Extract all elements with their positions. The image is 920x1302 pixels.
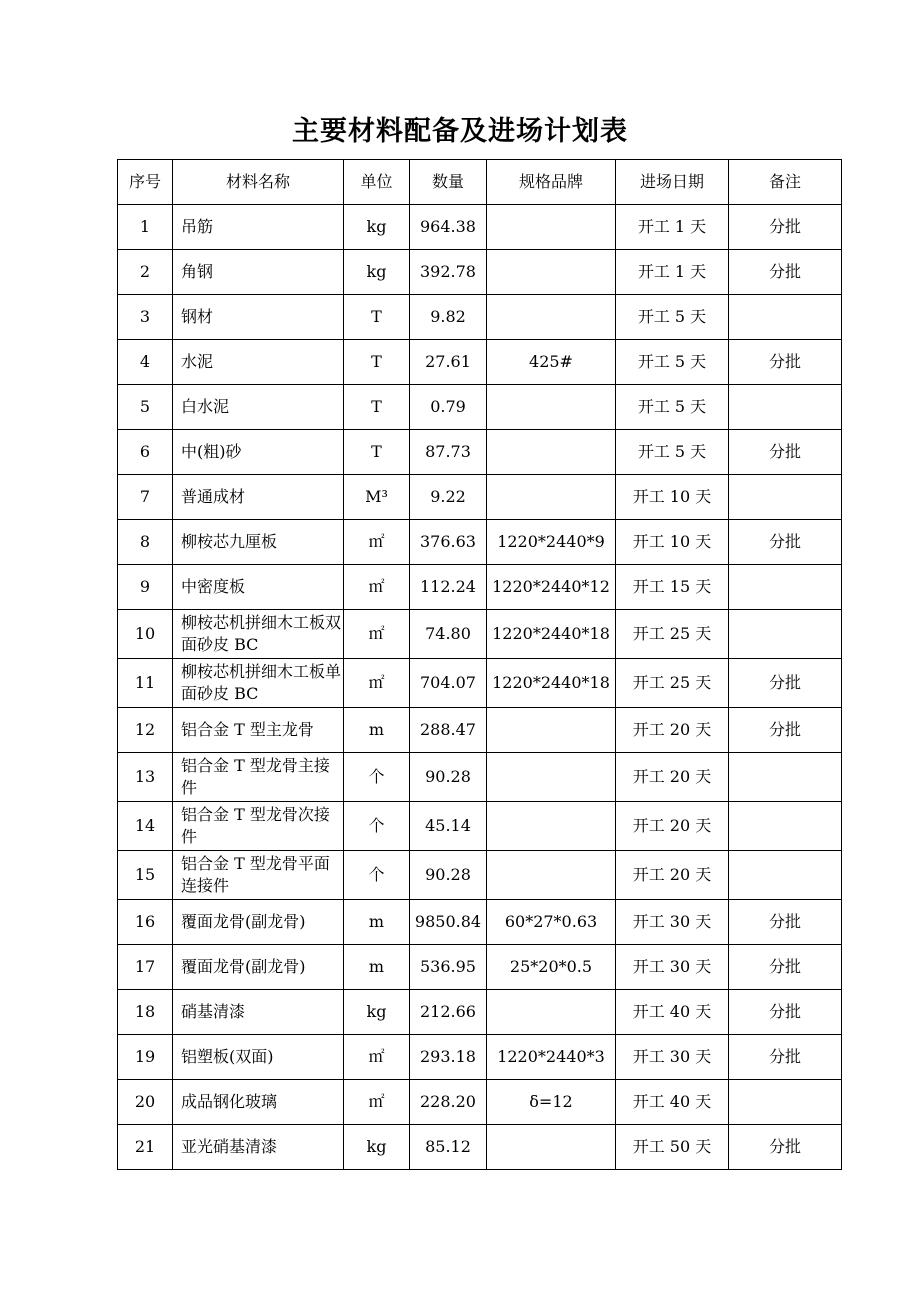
cell-note: [729, 610, 842, 659]
table-row: [118, 520, 842, 565]
cell-unit: T: [344, 295, 410, 340]
cell-name: 柳桉芯机拼细木工板单面砂皮 BC: [173, 659, 344, 708]
table-row: [118, 708, 842, 753]
cell-name: 角钢: [173, 250, 344, 295]
cell-unit: m: [344, 945, 410, 990]
cell-qty: 9.82: [410, 295, 487, 340]
cell-spec: [487, 708, 616, 753]
cell-name: 中密度板: [173, 565, 344, 610]
table-row: [118, 945, 842, 990]
cell-name: 铝塑板(双面): [173, 1035, 344, 1080]
cell-unit: T: [344, 385, 410, 430]
cell-note: 分批: [729, 708, 842, 753]
cell-index: 3: [118, 295, 173, 340]
cell-note: 分批: [729, 340, 842, 385]
table-row: [118, 565, 842, 610]
cell-index: 14: [118, 802, 173, 851]
cell-index: 12: [118, 708, 173, 753]
cell-unit: kg: [344, 250, 410, 295]
cell-spec: 1220*2440*18: [487, 659, 616, 708]
cell-spec: 60*27*0.63: [487, 900, 616, 945]
cell-index: 17: [118, 945, 173, 990]
cell-qty: 74.80: [410, 610, 487, 659]
cell-name: 白水泥: [173, 385, 344, 430]
cell-note: [729, 295, 842, 340]
cell-index: 2: [118, 250, 173, 295]
cell-unit: kg: [344, 990, 410, 1035]
table-row: [118, 659, 842, 708]
cell-index: 5: [118, 385, 173, 430]
cell-qty: 27.61: [410, 340, 487, 385]
cell-index: 18: [118, 990, 173, 1035]
table-header-row: [118, 160, 842, 205]
table-body: [118, 205, 842, 1170]
cell-qty: 228.20: [410, 1080, 487, 1125]
cell-spec: [487, 990, 616, 1035]
cell-qty: 90.28: [410, 753, 487, 802]
cell-unit: ㎡: [344, 610, 410, 659]
cell-qty: 536.95: [410, 945, 487, 990]
cell-index: 4: [118, 340, 173, 385]
cell-date: 开工 20 天: [616, 802, 729, 851]
table-row: [118, 295, 842, 340]
table-row: [118, 430, 842, 475]
table-row: [118, 250, 842, 295]
cell-note: [729, 802, 842, 851]
table-row: [118, 753, 842, 802]
cell-qty: 212.66: [410, 990, 487, 1035]
cell-index: 19: [118, 1035, 173, 1080]
cell-unit: kg: [344, 205, 410, 250]
cell-name: 铝合金 T 型龙骨主接件: [173, 753, 344, 802]
table-row: [118, 205, 842, 250]
cell-qty: 392.78: [410, 250, 487, 295]
cell-spec: 425#: [487, 340, 616, 385]
cell-name: 覆面龙骨(副龙骨): [173, 900, 344, 945]
cell-note: 分批: [729, 990, 842, 1035]
cell-date: 开工 40 天: [616, 990, 729, 1035]
cell-qty: 704.07: [410, 659, 487, 708]
table-row: [118, 1080, 842, 1125]
cell-index: 7: [118, 475, 173, 520]
cell-qty: 964.38: [410, 205, 487, 250]
cell-name: 普通成材: [173, 475, 344, 520]
cell-date: 开工 25 天: [616, 659, 729, 708]
cell-index: 15: [118, 851, 173, 900]
cell-unit: 个: [344, 753, 410, 802]
cell-spec: 1220*2440*3: [487, 1035, 616, 1080]
cell-name: 吊筋: [173, 205, 344, 250]
cell-note: 分批: [729, 205, 842, 250]
cell-qty: 9.22: [410, 475, 487, 520]
cell-name: 柳桉芯九厘板: [173, 520, 344, 565]
table-row: [118, 475, 842, 520]
cell-date: 开工 25 天: [616, 610, 729, 659]
cell-name: 铝合金 T 型主龙骨: [173, 708, 344, 753]
cell-qty: 288.47: [410, 708, 487, 753]
cell-unit: m: [344, 900, 410, 945]
header-date: 进场日期: [616, 160, 729, 205]
cell-qty: 9850.84: [410, 900, 487, 945]
header-index: 序号: [118, 160, 173, 205]
cell-unit: 个: [344, 802, 410, 851]
cell-note: [729, 385, 842, 430]
cell-qty: 45.14: [410, 802, 487, 851]
cell-spec: [487, 205, 616, 250]
header-name: 材料名称: [173, 160, 344, 205]
cell-unit: m: [344, 708, 410, 753]
cell-index: 9: [118, 565, 173, 610]
cell-date: 开工 20 天: [616, 851, 729, 900]
cell-index: 13: [118, 753, 173, 802]
cell-name: 覆面龙骨(副龙骨): [173, 945, 344, 990]
table-row: [118, 851, 842, 900]
cell-spec: [487, 851, 616, 900]
cell-name: 成品钢化玻璃: [173, 1080, 344, 1125]
table-row: [118, 340, 842, 385]
cell-name: 亚光硝基清漆: [173, 1125, 344, 1170]
cell-spec: δ=12: [487, 1080, 616, 1125]
cell-date: 开工 10 天: [616, 475, 729, 520]
cell-name: 水泥: [173, 340, 344, 385]
cell-date: 开工 30 天: [616, 945, 729, 990]
cell-date: 开工 5 天: [616, 430, 729, 475]
cell-unit: T: [344, 430, 410, 475]
cell-qty: 0.79: [410, 385, 487, 430]
cell-index: 8: [118, 520, 173, 565]
materials-table: [117, 159, 842, 1170]
table-row: [118, 802, 842, 851]
cell-note: [729, 475, 842, 520]
cell-spec: [487, 802, 616, 851]
cell-index: 16: [118, 900, 173, 945]
cell-note: [729, 1080, 842, 1125]
cell-note: 分批: [729, 430, 842, 475]
cell-unit: ㎡: [344, 1035, 410, 1080]
cell-unit: ㎡: [344, 659, 410, 708]
cell-spec: [487, 753, 616, 802]
cell-qty: 293.18: [410, 1035, 487, 1080]
cell-index: 1: [118, 205, 173, 250]
cell-unit: ㎡: [344, 1080, 410, 1125]
table-row: [118, 900, 842, 945]
cell-date: 开工 15 天: [616, 565, 729, 610]
cell-spec: 25*20*0.5: [487, 945, 616, 990]
table-row: [118, 385, 842, 430]
cell-note: 分批: [729, 1125, 842, 1170]
cell-note: 分批: [729, 900, 842, 945]
cell-note: [729, 753, 842, 802]
table-row: [118, 1035, 842, 1080]
cell-date: 开工 5 天: [616, 340, 729, 385]
cell-date: 开工 5 天: [616, 385, 729, 430]
cell-name: 铝合金 T 型龙骨平面连接件: [173, 851, 344, 900]
cell-index: 20: [118, 1080, 173, 1125]
cell-date: 开工 20 天: [616, 753, 729, 802]
cell-unit: kg: [344, 1125, 410, 1170]
cell-spec: [487, 295, 616, 340]
cell-date: 开工 40 天: [616, 1080, 729, 1125]
cell-spec: [487, 1125, 616, 1170]
cell-date: 开工 1 天: [616, 250, 729, 295]
cell-qty: 90.28: [410, 851, 487, 900]
cell-spec: 1220*2440*9: [487, 520, 616, 565]
cell-spec: 1220*2440*18: [487, 610, 616, 659]
cell-date: 开工 20 天: [616, 708, 729, 753]
header-qty: 数量: [410, 160, 487, 205]
cell-qty: 87.73: [410, 430, 487, 475]
cell-date: 开工 10 天: [616, 520, 729, 565]
cell-index: 21: [118, 1125, 173, 1170]
cell-date: 开工 50 天: [616, 1125, 729, 1170]
header-unit: 单位: [344, 160, 410, 205]
cell-name: 铝合金 T 型龙骨次接件: [173, 802, 344, 851]
cell-name: 中(粗)砂: [173, 430, 344, 475]
cell-date: 开工 30 天: [616, 1035, 729, 1080]
cell-unit: ㎡: [344, 565, 410, 610]
cell-qty: 112.24: [410, 565, 487, 610]
cell-date: 开工 5 天: [616, 295, 729, 340]
cell-note: 分批: [729, 659, 842, 708]
cell-spec: 1220*2440*12: [487, 565, 616, 610]
cell-unit: M³: [344, 475, 410, 520]
cell-unit: ㎡: [344, 520, 410, 565]
cell-qty: 376.63: [410, 520, 487, 565]
cell-unit: T: [344, 340, 410, 385]
header-note: 备注: [729, 160, 842, 205]
cell-index: 6: [118, 430, 173, 475]
cell-note: 分批: [729, 1035, 842, 1080]
cell-name: 钢材: [173, 295, 344, 340]
cell-date: 开工 30 天: [616, 900, 729, 945]
cell-name: 柳桉芯机拼细木工板双面砂皮 BC: [173, 610, 344, 659]
cell-note: 分批: [729, 945, 842, 990]
cell-note: [729, 565, 842, 610]
table-row: [118, 610, 842, 659]
cell-date: 开工 1 天: [616, 205, 729, 250]
cell-spec: [487, 430, 616, 475]
cell-qty: 85.12: [410, 1125, 487, 1170]
cell-name: 硝基清漆: [173, 990, 344, 1035]
cell-spec: [487, 250, 616, 295]
cell-note: 分批: [729, 250, 842, 295]
cell-spec: [487, 475, 616, 520]
cell-index: 10: [118, 610, 173, 659]
cell-note: 分批: [729, 520, 842, 565]
cell-index: 11: [118, 659, 173, 708]
cell-note: [729, 851, 842, 900]
cell-unit: 个: [344, 851, 410, 900]
page-title: 主要材料配备及进场计划表: [292, 116, 628, 147]
table-row: [118, 1125, 842, 1170]
table-row: [118, 990, 842, 1035]
cell-spec: [487, 385, 616, 430]
header-spec: 规格品牌: [487, 160, 616, 205]
